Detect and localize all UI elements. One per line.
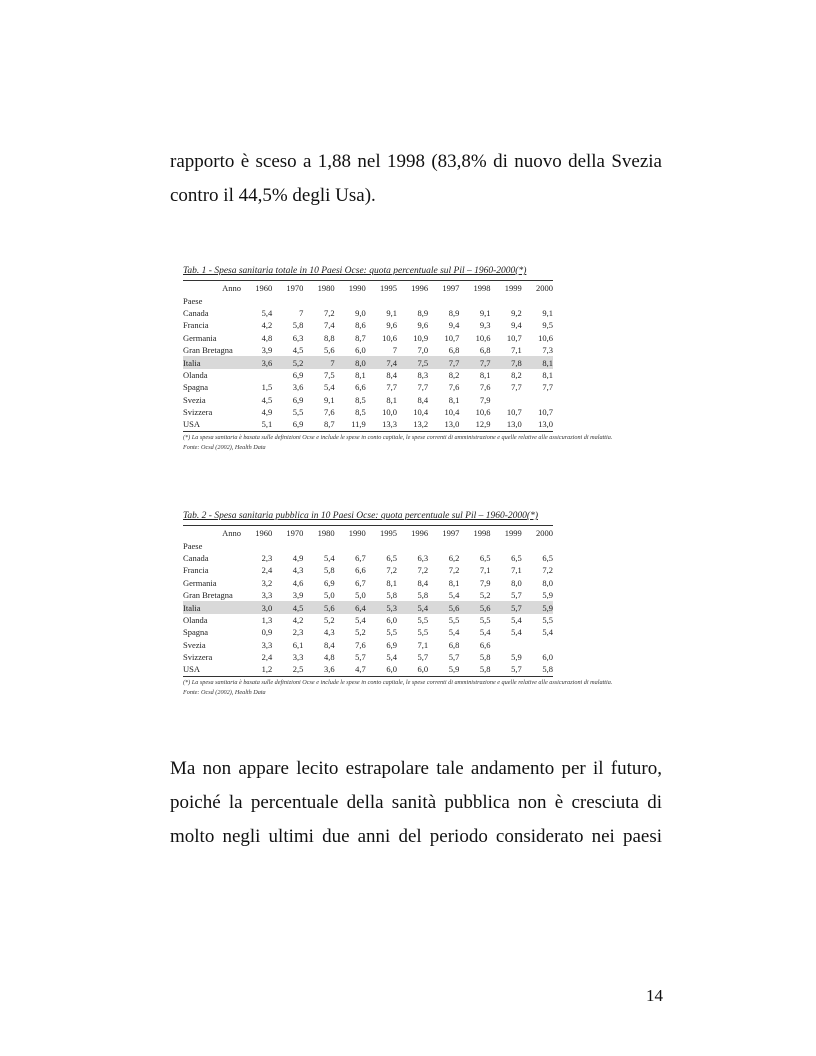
- value-cell: 5,6: [459, 601, 490, 613]
- table-row: [183, 307, 553, 319]
- value-cell: 8,7: [303, 418, 334, 431]
- value-cell: 13,0: [522, 418, 553, 431]
- year-header-cell: 1995: [366, 526, 397, 540]
- value-cell: 5,4: [479, 627, 491, 638]
- value-cell: 9,2: [511, 307, 522, 318]
- year-header-cell: 1999: [491, 281, 522, 295]
- value-cell: 6,0: [355, 345, 366, 356]
- value-cell: 5,9: [511, 652, 522, 663]
- value-cell: 10,6: [538, 332, 553, 343]
- value-cell: 9,3: [479, 320, 491, 331]
- value-cell: 6,6: [479, 639, 491, 650]
- value-cell: 5,6: [323, 345, 335, 356]
- value-cell: 6,9: [323, 577, 335, 588]
- table-source: Fonte: Ocsd (2002), Health Data: [183, 688, 266, 696]
- value-cell: 6,3: [417, 552, 429, 563]
- year-header-cell: 1970: [272, 281, 303, 295]
- table-source: Fonte: Ocsd (2002), Health Data: [183, 443, 266, 451]
- value-cell: 2,5: [272, 663, 303, 676]
- value-cell: 5,9: [428, 663, 459, 676]
- value-cell: 5,5: [417, 627, 429, 638]
- value-cell: 7,2: [542, 565, 553, 576]
- value-cell: 2,4: [261, 565, 273, 576]
- country-cell: Francia: [183, 565, 209, 576]
- value-cell: 13,3: [366, 418, 397, 431]
- value-cell: 9,6: [386, 320, 397, 331]
- value-cell: 9,1: [386, 307, 397, 318]
- value-cell: 5,1: [241, 418, 272, 431]
- value-cell: 6,7: [355, 577, 366, 588]
- value-cell: 13,2: [397, 418, 428, 431]
- country-cell: USA: [183, 418, 241, 431]
- year-header-cell: 1998: [459, 281, 490, 295]
- table-row: [183, 406, 553, 418]
- value-cell: 8,5: [355, 407, 366, 418]
- value-cell: 7,2: [448, 565, 460, 576]
- value-cell: 8,2: [448, 369, 460, 380]
- value-cell: 6,8: [448, 345, 460, 356]
- value-cell: 5,5: [417, 614, 429, 625]
- paragraph-line: Ma non appare lecito estrapolare tale andamento per il futuro,: [170, 758, 662, 779]
- value-cell: 10,7: [506, 407, 522, 418]
- value-cell: [241, 369, 272, 381]
- value-cell: 7,2: [417, 565, 429, 576]
- value-cell: 8,1: [386, 577, 397, 588]
- value-cell: [491, 394, 522, 406]
- value-cell: 5,4: [448, 590, 460, 601]
- value-cell: 5,8: [479, 652, 491, 663]
- value-cell: 9,4: [511, 320, 522, 331]
- value-cell: 4,6: [292, 577, 304, 588]
- value-cell: 8,0: [542, 577, 553, 588]
- value-cell: 5,5: [386, 627, 397, 638]
- value-cell: 6,0: [366, 663, 397, 676]
- value-cell: 5,0: [323, 590, 335, 601]
- value-cell: 3,0: [241, 601, 272, 613]
- value-cell: 7,1: [479, 565, 491, 576]
- value-cell: 4,8: [261, 332, 273, 343]
- table-row: [183, 639, 553, 651]
- value-cell: 3,3: [292, 652, 304, 663]
- value-cell: 5,2: [479, 590, 491, 601]
- value-cell: 8,1: [479, 369, 491, 380]
- value-cell: 7: [303, 356, 334, 368]
- value-cell: 4,3: [323, 627, 335, 638]
- value-cell: 10,7: [538, 407, 553, 418]
- paragraph-top: [170, 145, 662, 213]
- value-cell: 8,1: [448, 577, 460, 588]
- paragraph-bottom: [170, 752, 662, 854]
- table-subheader-row: [183, 294, 553, 306]
- value-cell: 3,9: [292, 590, 304, 601]
- paragraph-line: rapporto è sceso a 1,88 nel 1998 (83,8% di nuovo della Svezia: [170, 151, 662, 172]
- value-cell: 7,5: [323, 369, 335, 380]
- year-header-cell: 1998: [459, 526, 490, 540]
- year-header-cell: 1995: [366, 281, 397, 295]
- value-cell: 9,1: [479, 307, 491, 318]
- table-title: Tab. 2 - Spesa sanitaria pubblica in 10 Paesi Ocse: quota percentuale sul Pil – 1960-2000(*): [183, 511, 538, 521]
- value-cell: 8,4: [386, 369, 397, 380]
- table-note: (*) La spesa sanitaria è basata sulle definizioni Ocse e include le spese in conto capitale, le spese correnti di amministrazione e quelle relative alle assicurazioni di malattia.: [183, 678, 613, 686]
- value-cell: 8,1: [542, 369, 553, 380]
- value-cell: 7,2: [386, 565, 397, 576]
- value-cell: 7,4: [323, 320, 335, 331]
- country-cell: Canada: [183, 307, 209, 318]
- value-cell: 7,1: [417, 639, 429, 650]
- value-cell: 9,0: [355, 307, 366, 318]
- table-row: [183, 651, 553, 663]
- value-cell: 5,4: [261, 307, 273, 318]
- value-cell: 5,2: [272, 356, 303, 368]
- country-cell: Francia: [183, 320, 209, 331]
- table-row: [183, 344, 553, 356]
- table-row: [183, 381, 553, 393]
- table-row: [183, 589, 553, 601]
- table-row: [183, 626, 553, 638]
- value-cell: 3,3: [261, 639, 273, 650]
- value-cell: 8,1: [448, 394, 460, 405]
- year-header-cell: 2000: [522, 526, 553, 540]
- table-row: [183, 394, 553, 406]
- value-cell: 7,6: [479, 382, 491, 393]
- table-row: [183, 601, 553, 613]
- value-cell: 5,4: [542, 627, 553, 638]
- value-cell: 5,8: [522, 663, 553, 676]
- value-cell: 7,7: [417, 382, 429, 393]
- value-cell: 5,4: [323, 552, 335, 563]
- value-cell: 7,6: [355, 639, 366, 650]
- value-cell: 7,7: [459, 356, 490, 368]
- table-row: [183, 369, 553, 381]
- value-cell: 9,1: [542, 307, 553, 318]
- value-cell: 7,2: [323, 307, 335, 318]
- value-cell: 8,6: [355, 320, 366, 331]
- value-cell: 8,3: [417, 369, 429, 380]
- value-cell: 10,0: [382, 407, 397, 418]
- year-header-cell: 1980: [303, 281, 334, 295]
- value-cell: 8,4: [323, 639, 335, 650]
- country-cell: Gran Bretagna: [183, 590, 233, 601]
- value-cell: 5,8: [292, 320, 304, 331]
- value-cell: 8,8: [323, 332, 335, 343]
- year-header-cell: 1990: [335, 281, 366, 295]
- value-cell: 5,7: [491, 601, 522, 613]
- value-cell: 5,4: [355, 614, 366, 625]
- value-cell: 5,2: [355, 627, 366, 638]
- value-cell: 4,9: [261, 407, 273, 418]
- country-cell: Spagna: [183, 382, 209, 393]
- country-cell: Italia: [183, 601, 241, 613]
- table-row: [183, 332, 553, 344]
- value-cell: 1,5: [261, 382, 273, 393]
- value-cell: 5,2: [323, 614, 335, 625]
- value-cell: 5,4: [323, 382, 335, 393]
- value-cell: 10,6: [475, 407, 491, 418]
- value-cell: 7,9: [479, 577, 491, 588]
- value-cell: 5,4: [511, 614, 522, 625]
- value-cell: 5,4: [448, 627, 460, 638]
- value-cell: 6,5: [479, 552, 491, 563]
- value-cell: 6,8: [479, 345, 491, 356]
- value-cell: 10,6: [475, 332, 491, 343]
- year-header-cell: 1997: [428, 281, 459, 295]
- year-header-label: Anno: [183, 526, 241, 540]
- country-cell: Olanda: [183, 369, 208, 380]
- value-cell: 8,4: [417, 394, 429, 405]
- table-row: [183, 614, 553, 626]
- value-cell: 5,6: [303, 601, 334, 613]
- value-cell: [491, 639, 522, 651]
- value-cell: 7,7: [428, 356, 459, 368]
- value-cell: 4,5: [261, 394, 273, 405]
- table-row: [183, 564, 553, 576]
- data-table: [183, 280, 553, 432]
- value-cell: 6,0: [542, 652, 553, 663]
- value-cell: 5,0: [355, 590, 366, 601]
- value-cell: 5,6: [428, 601, 459, 613]
- country-cell: Spagna: [183, 627, 209, 638]
- value-cell: 8,0: [335, 356, 366, 368]
- country-cell: Canada: [183, 552, 209, 563]
- data-table: [183, 525, 553, 677]
- value-cell: [522, 639, 553, 651]
- year-header-cell: 1980: [303, 526, 334, 540]
- value-cell: 7,7: [542, 382, 553, 393]
- year-header-cell: 1970: [272, 526, 303, 540]
- value-cell: 7: [392, 345, 397, 356]
- value-cell: 7,7: [511, 382, 522, 393]
- value-cell: 3,6: [303, 663, 334, 676]
- country-cell: Germania: [183, 332, 217, 343]
- country-cell: Svezia: [183, 394, 206, 405]
- value-cell: 6,5: [511, 552, 522, 563]
- year-header-cell: 1990: [335, 526, 366, 540]
- value-cell: 10,6: [382, 332, 397, 343]
- value-cell: 3,6: [292, 382, 304, 393]
- country-cell: Gran Bretagna: [183, 345, 233, 356]
- value-cell: 4,5: [292, 345, 304, 356]
- table-header-row: [183, 281, 553, 295]
- value-cell: 9,1: [323, 394, 335, 405]
- value-cell: 6,9: [292, 394, 304, 405]
- country-cell: Svezia: [183, 639, 206, 650]
- value-cell: 11,9: [335, 418, 366, 431]
- value-cell: 5,8: [417, 590, 429, 601]
- table-2: [183, 511, 613, 697]
- value-cell: 10,7: [506, 332, 522, 343]
- value-cell: 6,0: [397, 663, 428, 676]
- country-cell: Germania: [183, 577, 217, 588]
- value-cell: 10,9: [413, 332, 429, 343]
- year-header-cell: 1960: [241, 281, 272, 295]
- value-cell: 5,8: [386, 590, 397, 601]
- value-cell: 3,2: [261, 577, 273, 588]
- value-cell: 6,6: [355, 382, 366, 393]
- country-cell: Svizzera: [183, 652, 213, 663]
- value-cell: 5,5: [292, 407, 304, 418]
- value-cell: 0,9: [261, 627, 273, 638]
- value-cell: 5,5: [542, 614, 553, 625]
- value-cell: 7,3: [542, 345, 553, 356]
- table-row: [183, 552, 553, 564]
- row-header-label: Paese: [183, 540, 203, 551]
- value-cell: 4,8: [323, 652, 335, 663]
- value-cell: 3,3: [261, 590, 273, 601]
- value-cell: 8,1: [386, 394, 397, 405]
- table-row: [183, 319, 553, 331]
- value-cell: 6,7: [355, 552, 366, 563]
- paragraph-line: molto negli ultimi due anni del periodo considerato nei paesi: [170, 826, 662, 847]
- value-cell: 6,9: [386, 639, 397, 650]
- value-cell: 10,4: [413, 407, 429, 418]
- value-cell: 5,7: [511, 590, 522, 601]
- value-cell: 5,5: [448, 614, 460, 625]
- value-cell: 8,7: [355, 332, 366, 343]
- table-subheader-row: [183, 539, 553, 551]
- value-cell: 6,5: [542, 552, 553, 563]
- value-cell: 7,4: [366, 356, 397, 368]
- country-cell: Olanda: [183, 614, 208, 625]
- value-cell: 8,9: [417, 307, 429, 318]
- year-header-cell: 1996: [397, 281, 428, 295]
- value-cell: 2,3: [261, 552, 273, 563]
- value-cell: 6,9: [292, 369, 304, 380]
- value-cell: 5,9: [522, 601, 553, 613]
- value-cell: 9,5: [542, 320, 553, 331]
- year-header-cell: 1997: [428, 526, 459, 540]
- value-cell: 8,0: [511, 577, 522, 588]
- value-cell: 8,1: [522, 356, 553, 368]
- value-cell: 4,3: [292, 565, 304, 576]
- row-header-label: Paese: [183, 295, 203, 306]
- value-cell: 8,4: [417, 577, 429, 588]
- value-cell: 5,9: [542, 590, 553, 601]
- value-cell: 8,1: [355, 369, 366, 380]
- value-cell: 7,1: [511, 345, 522, 356]
- value-cell: 9,6: [417, 320, 429, 331]
- value-cell: [522, 394, 553, 406]
- value-cell: 7,6: [448, 382, 460, 393]
- value-cell: 7,5: [397, 356, 428, 368]
- value-cell: 5,7: [448, 652, 460, 663]
- value-cell: 5,4: [397, 601, 428, 613]
- paragraph-line: contro il 44,5% degli Usa).: [170, 185, 376, 206]
- value-cell: 6,2: [448, 552, 460, 563]
- value-cell: 5,7: [355, 652, 366, 663]
- value-cell: 8,2: [511, 369, 522, 380]
- value-cell: 6,9: [272, 418, 303, 431]
- value-cell: 13,0: [428, 418, 459, 431]
- value-cell: 5,8: [323, 565, 335, 576]
- year-header-cell: 2000: [522, 281, 553, 295]
- value-cell: 7: [299, 307, 304, 318]
- table-header-row: [183, 526, 553, 540]
- value-cell: 8,5: [355, 394, 366, 405]
- value-cell: 4,7: [335, 663, 366, 676]
- country-cell: Svizzera: [183, 407, 213, 418]
- value-cell: 12,9: [459, 418, 490, 431]
- value-cell: 5,7: [417, 652, 429, 663]
- value-cell: 6,5: [386, 552, 397, 563]
- value-cell: 8,9: [448, 307, 460, 318]
- paragraph-line: poiché la percentuale della sanità pubblica non è cresciuta di: [170, 792, 662, 813]
- table-1: [183, 266, 613, 452]
- value-cell: 7,0: [417, 345, 429, 356]
- value-cell: 4,2: [292, 614, 304, 625]
- value-cell: 10,4: [444, 407, 460, 418]
- country-cell: USA: [183, 663, 241, 676]
- table-title: Tab. 1 - Spesa sanitaria totale in 10 Paesi Ocse: quota percentuale sul Pil – 1960-2000(*): [183, 266, 527, 276]
- value-cell: 7,7: [386, 382, 397, 393]
- year-header-cell: 1996: [397, 526, 428, 540]
- table-note: (*) La spesa sanitaria è basata sulle definizioni Ocse e include le spese in conto capitale, le spese correnti di amministrazione e quelle relative alle assicurazioni di malattia.: [183, 433, 613, 441]
- value-cell: 9,4: [448, 320, 460, 331]
- value-cell: 2,3: [292, 627, 304, 638]
- value-cell: 3,9: [261, 345, 273, 356]
- value-cell: 4,9: [292, 552, 304, 563]
- value-cell: 6,0: [386, 614, 397, 625]
- value-cell: 5,4: [511, 627, 522, 638]
- value-cell: 6,3: [292, 332, 304, 343]
- country-cell: Italia: [183, 356, 241, 368]
- value-cell: 4,5: [272, 601, 303, 613]
- value-cell: 1,2: [241, 663, 272, 676]
- table-row: [183, 577, 553, 589]
- value-cell: 7,1: [511, 565, 522, 576]
- year-header-label: Anno: [183, 281, 241, 295]
- value-cell: 2,4: [261, 652, 273, 663]
- value-cell: 5,8: [459, 663, 490, 676]
- table-row: [183, 356, 553, 368]
- value-cell: 5,4: [386, 652, 397, 663]
- value-cell: 7,8: [491, 356, 522, 368]
- value-cell: 7,9: [479, 394, 491, 405]
- value-cell: 10,7: [444, 332, 460, 343]
- page-number: 14: [646, 986, 663, 1005]
- table-row: [183, 418, 553, 431]
- year-header-cell: 1999: [491, 526, 522, 540]
- value-cell: 6,8: [448, 639, 460, 650]
- value-cell: 5,5: [479, 614, 491, 625]
- value-cell: 13,0: [491, 418, 522, 431]
- value-cell: 6,1: [292, 639, 304, 650]
- value-cell: 6,6: [355, 565, 366, 576]
- value-cell: 3,6: [241, 356, 272, 368]
- value-cell: 5,3: [366, 601, 397, 613]
- value-cell: 1,3: [261, 614, 273, 625]
- value-cell: 6,4: [335, 601, 366, 613]
- value-cell: 5,7: [491, 663, 522, 676]
- table-row: [183, 663, 553, 676]
- value-cell: 7,6: [323, 407, 335, 418]
- year-header-cell: 1960: [241, 526, 272, 540]
- value-cell: 4,2: [261, 320, 273, 331]
